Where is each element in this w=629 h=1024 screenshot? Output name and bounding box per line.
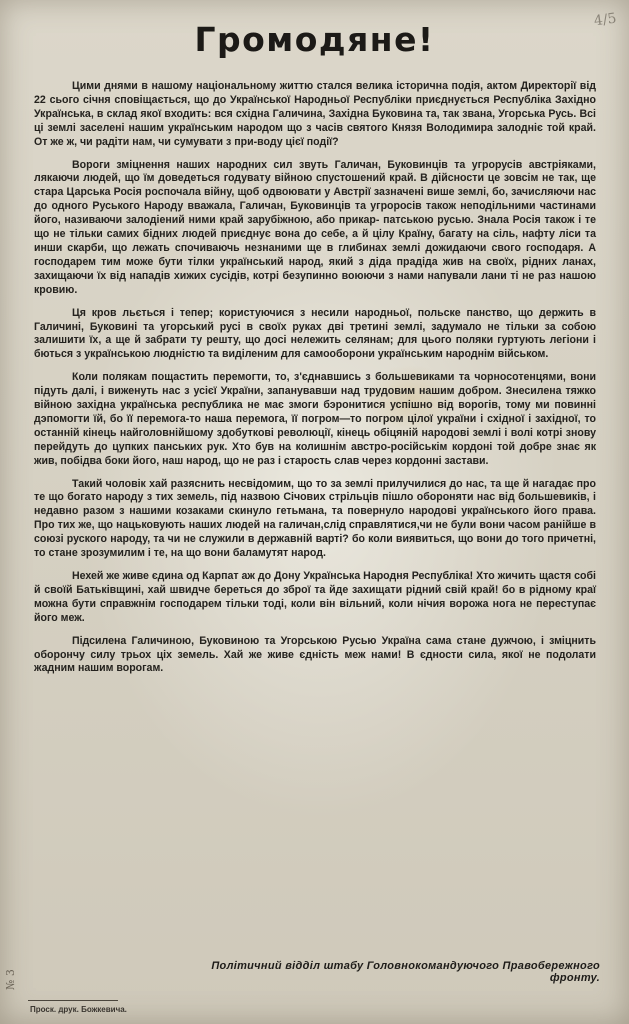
leaflet-body [34,80,596,685]
paragraph-7: Підсилена Галичиною, Буковиною та Угорською Русью Україна сама стане дужчою, і зміцнить оборончу силу трьох ціх земель. Хай же живе єдність меж нами! В єдности сила, якої не подолати жадним нашим ворогам. [34,634,596,675]
printer-imprint: Проск. друк. Божкевича. [30,1005,127,1014]
paragraph-4: Коли полякам пощастить перемогти, то, з'єднавшись з большевиками та чорносотенцями, вони підуть далі, і виженуть нас з усієї України, запанувавши над трудовим нашим добром. Знесилена тяжко війною західна українська республика не має змоги бэронитися успішно від ворогів, тому ми повинні дэпомогти їй, бо її перемога-то наша перемога, її погром—то погром цілої україни і східної і західної, то останній кінець найголовнійшому здобуткові революції, кінець обіцяній народові землі і волі котрі знову перейдуть до цупких панських рук. Хто був на колишнім австро-російськім кордоні той добре знає як жив, побідва боки його, наш народ, що не раз і старость слав через кордонні застави. [34,371,596,467]
leaflet-title: Громодяне! [194,20,435,59]
paragraph-2: Вороги зміцнення наших народних сил звуть Галичан, Буковинців та угрорусів австріяками, лякаючи людей, що їм доведеться годувату війною спустошений край. В дійсности це зовсім не так, ще стара Царська Росія роспочала війну, щоб одвоювати у Австрії зазначені више землі, бо, зачисляючи нас до одного Руського Народу вважала, Галичан, Буковинців та угроросів також неподільними частинами його, називаючи залодіений ними край зарубіжною, або прикар- патською русью. Знала Росія також і те що не тільки самих бідних людей приєднує вона до себе, а й цілу Країну, багату на сіль, нафту ліси та инши скарби, що лежать спочиваючь незнаними ще в глибинах землі дожидаючи свого господаря. А господарем тим може бути тілки український народ, який з діда прадіда жив на своїх, рідних ланах, захищаючи їх від нападів хижих сусідів, котрі безупинно воюючи з нами напували лани ті не раз нашою кровию. [34,158,596,296]
paragraph-6: Нехей же живе єдина од Карпат аж до Дону Українська Народня Республіка! Хто жичить щастя собі й своїй Батьківщині, хай швидче береться до зброї та йде захищати рідний свій край! бо в рідному краї можна бути справжнім господарем тільки тоді, коли він вільний, коли нічия ворожа нога не переступає його меж. [34,570,596,624]
archive-stamp: № 3 [4,969,17,990]
paragraph-1: Цими днями в нашому національному життю стался велика історична подія, актом Директорії від 22 сього січня сповіщається, що до Української Народньої Республіки приєднується Республіка Західно Українська, в склад якої входить: вся східна Галичина, Західна Буковина та, так звана, Угорська Русь. Всі ці землі заселені нашим українським народом що з часів святого Князя Володимира залодніє той край. От же ж, чи радіти нам, чи сумувати з при-воду цієї події? [34,80,596,148]
signature-line: Політичний відділ штабу Головнокомандуючого Правобережного фронту. [211,960,600,984]
paragraph-5: Такий чоловік хай разяснить несвідомим, що то за землі прилучилися до нас, та ще й нагадає про те що богато народу з тих земель, під назвою Січових стрільців пішло обороняти нас від большевиків, і недавно разом з нашими козаками скинуло гетьмана, та повернуло народові українського його права. Про тих же, що нацьковують наших людей на галичан,слід справлятися,чи не були вони часом ранійше в союзі руского народу, та чи не служили в державній варті? бо коли виявиться, що вони до того причетні, то стане зрозумилим і те, на що вони баламутят народ. [34,477,596,560]
archive-corner-mark: 4/5 [593,10,619,30]
paragraph-3: Ця кров льється і тепер; користуючися з несили народньої, польске панство, що держить в Галичині, Буковині та угорський русі в своїх руках дві третині землі, задумало не тільки за собою залишити їх, а ще й забрати ту решту, що досі нележить селянам; для цього поляки гуртують легіони і бються з українською людністю та виділеним для самооборони українським народнім військом. [34,306,596,361]
bottom-divider [28,1000,118,1001]
